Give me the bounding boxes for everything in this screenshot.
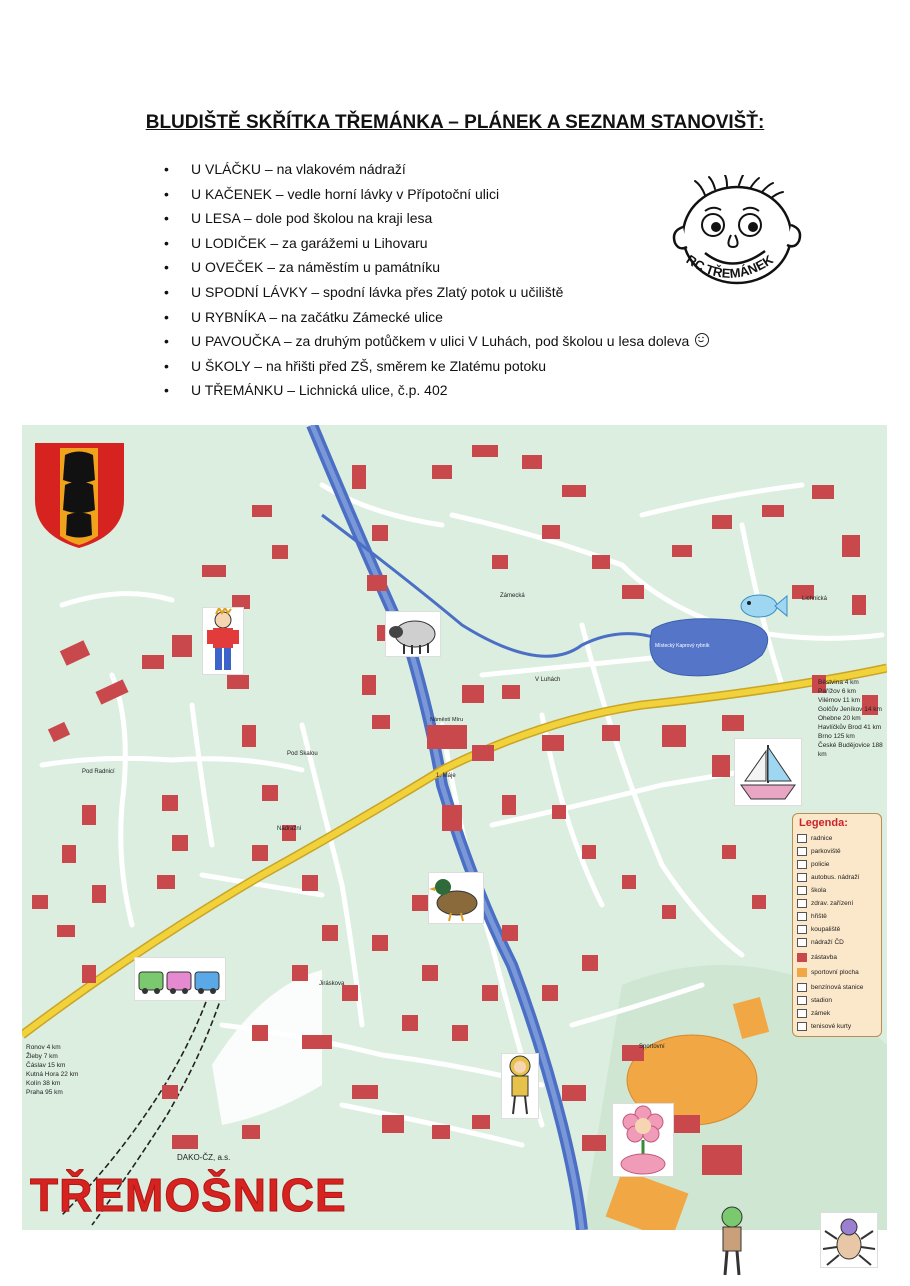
company-label: DAKO-ČZ, a.s. xyxy=(177,1153,231,1162)
building-swatch-icon xyxy=(797,953,807,962)
sport-area-swatch-icon xyxy=(797,968,807,977)
town-name: TŘEMOŠNICE xyxy=(30,1169,347,1221)
list-item: • U ŠKOLY – na hřišti před ZŠ, směrem ke Zlatému potoku xyxy=(160,355,709,380)
legend-item: škola xyxy=(797,886,826,895)
legend-item: zdrav. zařízení xyxy=(797,899,853,908)
bus-train-icon xyxy=(134,957,226,1001)
legend-item: policie xyxy=(797,860,829,869)
stations-list xyxy=(160,158,709,404)
gas-station-icon xyxy=(797,983,807,992)
list-item: • U LESA – dole pod školou na kraji lesa xyxy=(160,207,709,232)
list-item: • U PAVOUČKA – za druhým potůčkem v ulici V Luhách, pod školou u lesa doleva xyxy=(160,330,709,355)
girl-figure-icon xyxy=(501,1053,539,1119)
street-label: V Luhách xyxy=(535,677,561,683)
street-label: Lichnická xyxy=(802,596,828,602)
playground-icon xyxy=(797,912,807,921)
legend-item: zástavba xyxy=(797,953,837,962)
legend-item: hřiště xyxy=(797,912,827,921)
map-legend xyxy=(792,813,882,1037)
list-item: • U KAČENEK – vedle horní lávky v Přípotoční ulici xyxy=(160,183,709,208)
logo-text: RC TŘEMÁNEK xyxy=(683,251,776,281)
legend-item: sportovní plocha xyxy=(797,968,859,977)
directions-east: Běstvina 4 km Pařížov 6 km Vilémov 11 km Golčův Jeníkov 14 km Ohebne 20 km Havlíčkův Brod 41 km Brno 125 km České Budějovice 188 km xyxy=(818,679,883,758)
police-icon xyxy=(797,860,807,869)
rc-tremanek-logo xyxy=(665,175,810,295)
list-item: • U LODIČEK – za garážemi u Lihovaru xyxy=(160,232,709,257)
swimming-pool-icon xyxy=(797,925,807,934)
legend-item: nádraží ČD xyxy=(797,938,844,947)
street-label: Jiráskova xyxy=(319,981,345,987)
parking-icon xyxy=(797,847,807,856)
legend-item: stadion xyxy=(797,996,832,1005)
bus-station-icon xyxy=(797,873,807,882)
town-map xyxy=(22,425,887,1230)
sheep-icon xyxy=(385,611,441,657)
flower-icon xyxy=(612,1103,674,1177)
list-item: • U RYBNÍKA – na začátku Zámecké ulice xyxy=(160,306,709,331)
list-item: • U TŘEMÁNKU – Lichnická ulice, č.p. 402 xyxy=(160,379,709,404)
street-label: Nádražní xyxy=(277,826,302,832)
legend-item: benzínová stanice xyxy=(797,983,863,992)
street-label: Zámecká xyxy=(500,593,525,599)
legend-title: Legenda: xyxy=(799,817,848,829)
legend-item: koupaliště xyxy=(797,925,840,934)
medical-icon xyxy=(797,899,807,908)
street-label: 1. Máje xyxy=(436,773,456,779)
pond-label: Místecký Kaprový rybník xyxy=(655,643,710,649)
legend-item: parkoviště xyxy=(797,847,841,856)
street-label: Pod Radnicí xyxy=(82,769,115,775)
page-title: BLUDIŠTĚ SKŘÍTKA TŘEMÁNKA – PLÁNEK A SEZNAM STANOVIŠŤ: xyxy=(145,112,765,133)
legend-item: radnice xyxy=(797,834,832,843)
town-hall-icon xyxy=(797,834,807,843)
tennis-court-icon xyxy=(797,1022,807,1031)
coat-of-arms xyxy=(32,440,127,550)
legend-item: zámek xyxy=(797,1009,830,1018)
castle-icon xyxy=(797,1009,807,1018)
list-item: • U SPODNÍ LÁVKY – spodní lávka přes Zlatý potok u učiliště xyxy=(160,281,709,306)
sailboat-icon xyxy=(734,738,802,806)
goblin-figure-icon xyxy=(714,1203,750,1279)
fish-icon xyxy=(735,587,789,625)
square-label: Náměstí Míru xyxy=(430,717,464,723)
legend-item: tenisové kurty xyxy=(797,1022,851,1031)
directions-west: Ronov 4 km Žleby 7 km Čáslav 15 km Kutná Hora 22 km Kolín 38 km Praha 95 km xyxy=(26,1044,79,1096)
boy-figure-icon xyxy=(202,607,244,675)
list-item: • U VLÁČKU – na vlakovém nádraží xyxy=(160,158,709,183)
street-label: Sportovní xyxy=(639,1044,665,1050)
school-icon xyxy=(797,886,807,895)
train-station-icon xyxy=(797,938,807,947)
duck-icon xyxy=(428,872,484,924)
smiley-icon xyxy=(695,333,709,347)
spider-icon xyxy=(820,1212,878,1268)
legend-item: autobus. nádraží xyxy=(797,873,859,882)
stadium-icon xyxy=(797,996,807,1005)
list-item: • U OVEČEK – za náměstím u památníku xyxy=(160,256,709,281)
street-label: Pod Skalou xyxy=(287,751,318,757)
